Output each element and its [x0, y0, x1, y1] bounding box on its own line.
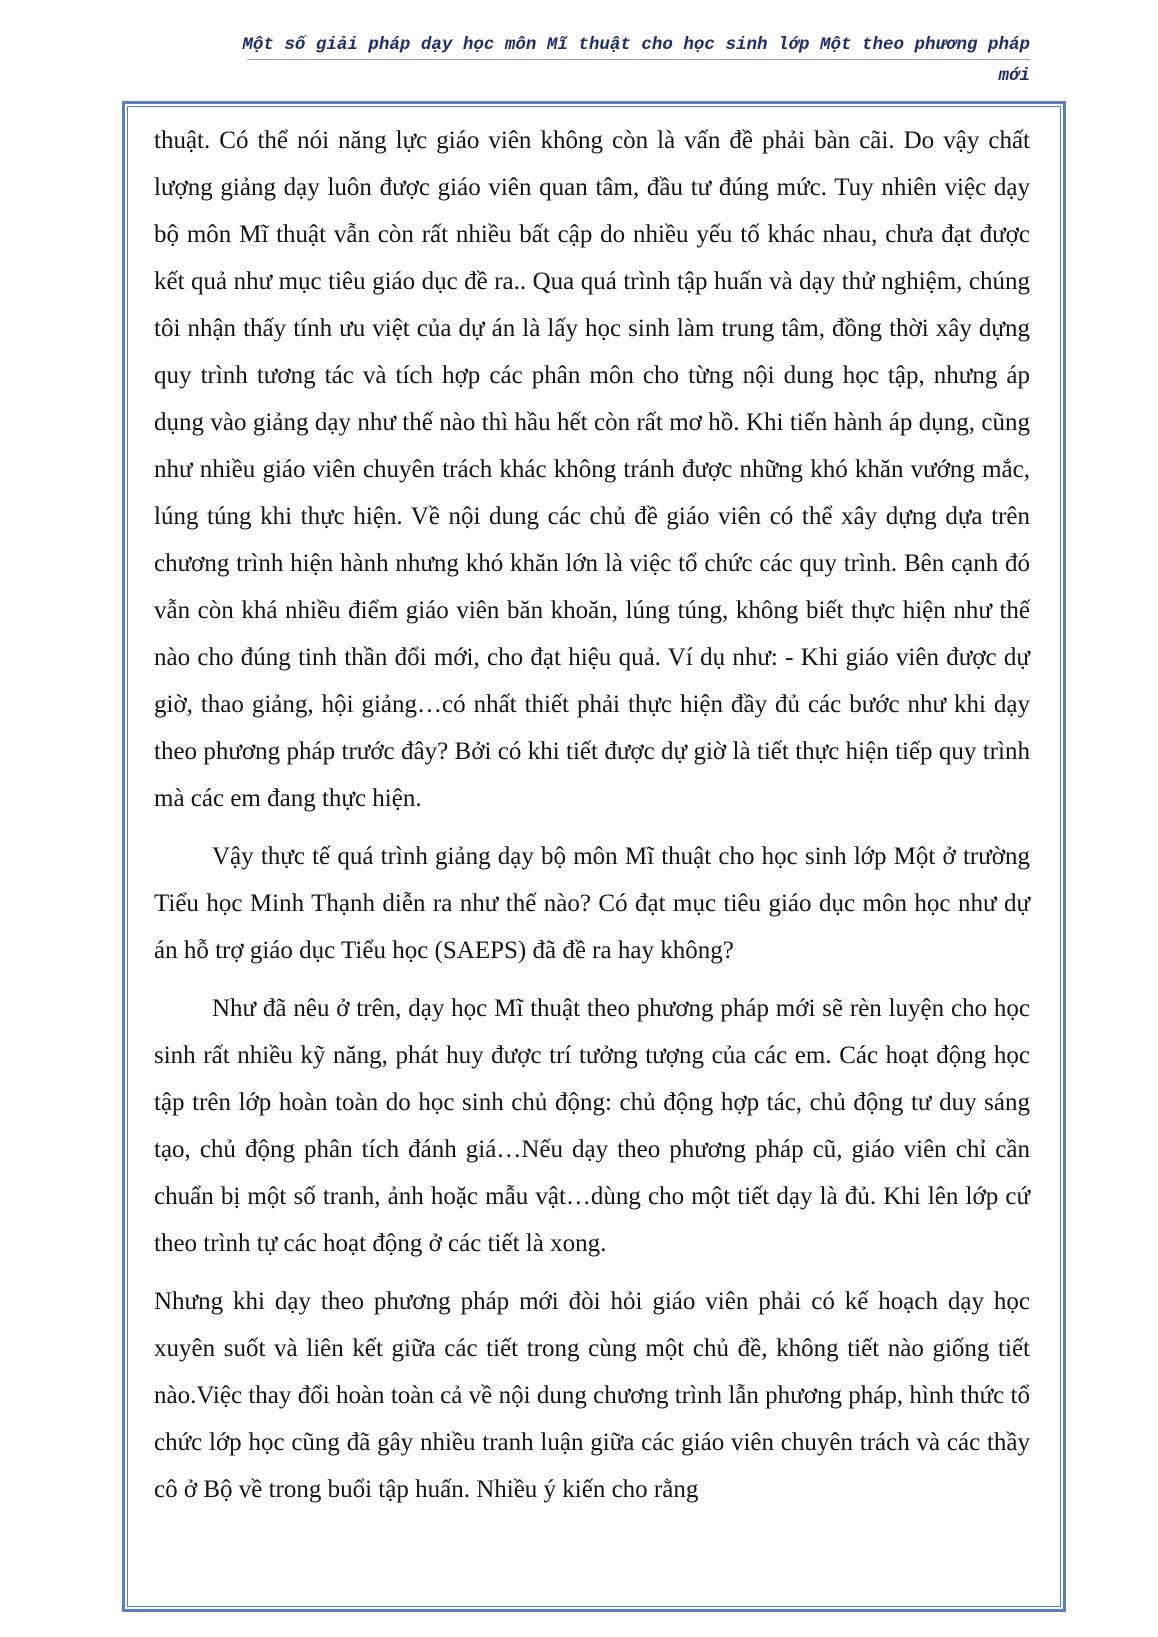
running-header-line-1: Một số giải pháp dạy học môn Mĩ thuật cho học sinh lớp Một theo phương pháp: [242, 35, 1030, 55]
paragraph-new-method: Như đã nêu ở trên, dạy học Mĩ thuật theo phương pháp mới sẽ rèn luyện cho học sinh rất nhiều kỹ năng, phát huy được trí tưởng tượng của các em. Các hoạt động học tập trên lớp hoàn toàn do học sinh chủ động: chủ động hợp tác, chủ động tư duy sáng tạo, chủ động phân tích đánh giá…Nếu dạy theo phương pháp cũ, giáo viên chỉ cần chuẩn bị một số tranh, ảnh hoặc mẫu vật…dùng cho một tiết dạy là đủ. Khi lên lớp cứ theo trình tự các hoạt động ở các tiết là xong.: [154, 995, 1030, 1257]
paragraph-question: Vậy thực tế quá trình giảng dạy bộ môn Mĩ thuật cho học sinh lớp Một ở trường Tiểu học Minh Thạnh diễn ra như thế nào? Có đạt mục tiêu giáo dục môn học như dự án hỗ trợ giáo dục Tiểu học (SAEPS) đã đề ra hay không?: [154, 843, 1030, 964]
header-underline: [247, 59, 1030, 60]
running-header-line-2: mới: [998, 66, 1030, 86]
running-header: [150, 30, 1030, 92]
paragraph-planning: Nhưng khi dạy theo phương pháp mới đòi hỏi giáo viên phải có kế hoạch dạy học xuyên suốt và liên kết giữa các tiết trong cùng một chủ đề, không tiết nào giống tiết nào.Việc thay đổi hoàn toàn cả về nội dung chương trình lẫn phương pháp, hình thức tổ chức lớp học cũng đã gây nhiều tranh luận giữa các giáo viên chuyên trách và các thầy cô ở Bộ về trong buổi tập huấn. Nhiều ý kiến cho rằng: [154, 1288, 1030, 1503]
paragraph-continuation: thuật. Có thể nói năng lực giáo viên không còn là vấn đề phải bàn cãi. Do vậy chất lượng giảng dạy luôn được giáo viên quan tâm, đầu tư đúng mức. Tuy nhiên việc dạy bộ môn Mĩ thuật vẫn còn rất nhiều bất cập do nhiều yếu tố khác nhau, chưa đạt được kết quả như mục tiêu giáo dục đề ra.. Qua quá trình tập huấn và dạy thử nghiệm, chúng tôi nhận thấy tính ưu việt của dự án là lấy học sinh làm trung tâm, đồng thời xây dựng quy trình tương tác và tích hợp các phân môn cho từng nội dung học tập, nhưng áp dụng vào giảng dạy như thế nào thì hầu hết còn rất mơ hồ. Khi tiến hành áp dụng, cũng như nhiều giáo viên chuyên trách khác không tránh được những khó khăn vướng mắc, lúng túng khi thực hiện. Về nội dung các chủ đề giáo viên có thể xây dựng dựa trên chương trình hiện hành nhưng khó khăn lớn là việc tổ chức các quy trình. Bên cạnh đó vẫn còn khá nhiều điểm giáo viên băn khoăn, lúng túng, không biết thực hiện như thế nào cho đúng tinh thần đổi mới, cho đạt hiệu quả. Ví dụ như: - Khi giáo viên được dự giờ, thao giảng, hội giảng…có nhất thiết phải thực hiện đầy đủ các bước như khi dạy theo phương pháp trước đây? Bởi có khi tiết được dự giờ là tiết thực hiện tiếp quy trình mà các em đang thực hiện.: [154, 127, 1030, 812]
document-body: [154, 117, 1030, 1513]
